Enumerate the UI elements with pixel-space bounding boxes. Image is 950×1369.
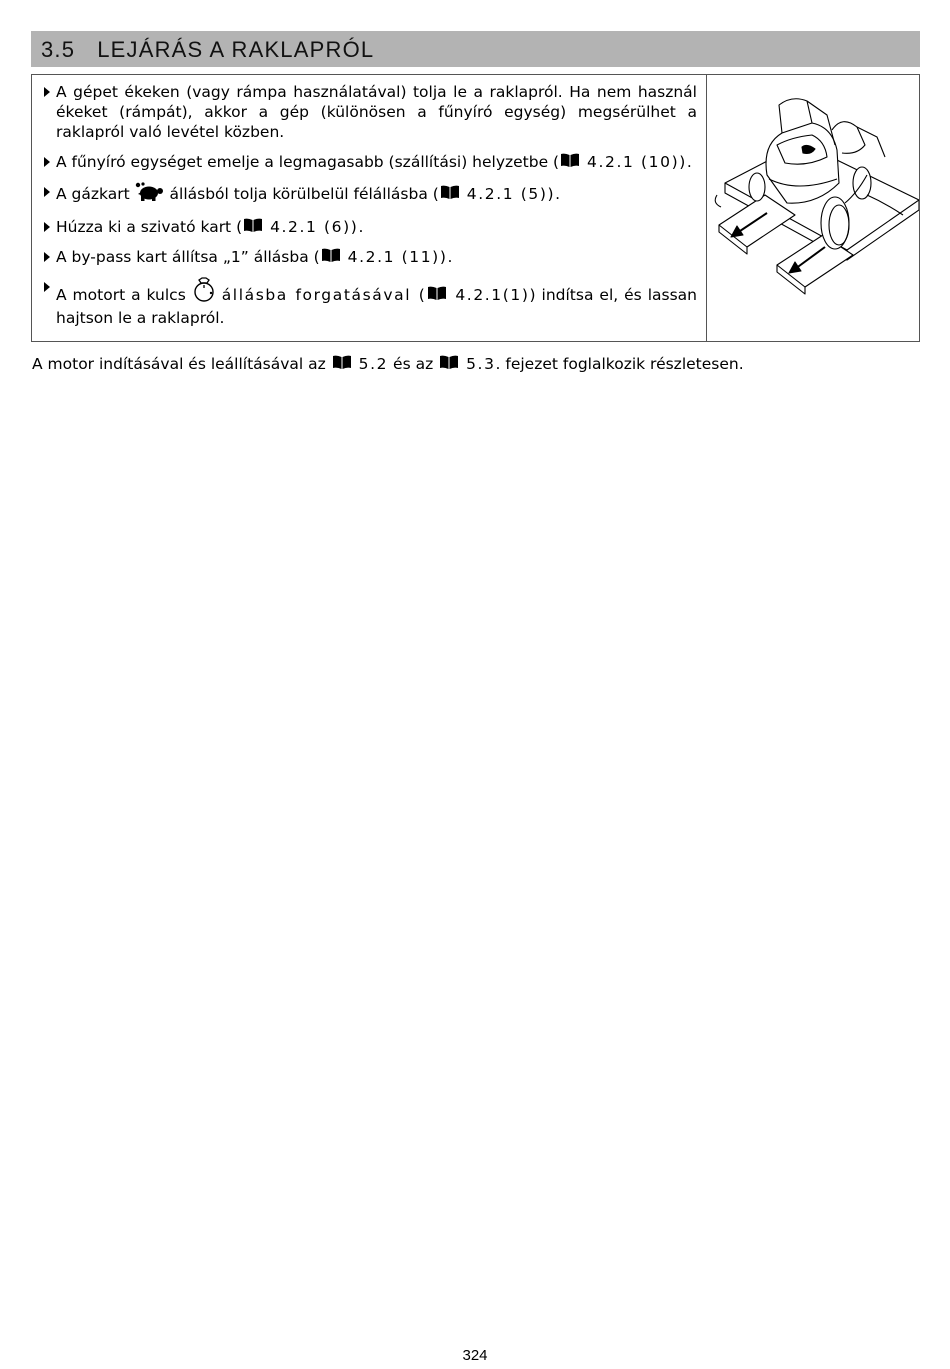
key-start-icon: [192, 277, 216, 308]
step-1: A gépet ékeken (vagy rámpa használatával) tolja le a raklapról. Ha nem használ ékeket (rámpát), akkor a gép (különösen a fűnyíró egység) megsérülhet a raklapról való levétel közben.: [40, 82, 697, 142]
ref-4-2-1-5: 4.2.1 (5): [466, 185, 548, 203]
step-6: A motort a kulcs állásba forgatásával ( 4.2.1(1)) indítsa el, és lassan hajtson le a raklapról.: [40, 277, 697, 328]
page-number: 324: [462, 1347, 488, 1364]
book-icon: [560, 153, 580, 168]
turtle-icon: [135, 182, 165, 207]
ref-4-2-1-1: 4.2.1(1): [455, 286, 530, 304]
instruction-list: [32, 75, 707, 341]
book-icon: [427, 286, 447, 301]
ref-4-2-1-10: 4.2.1 (10): [587, 153, 680, 171]
mower-ramp-illustration: [707, 75, 919, 341]
ref-4-2-1-11: 4.2.1 (11): [347, 248, 440, 266]
ref-4-2-1-6: 4.2.1 (6): [270, 218, 351, 236]
footer-note: A motor indításával és leállításával az 5.2 és az 5.3. fejezet foglalkozik részletesen.: [32, 355, 744, 373]
book-icon: [321, 248, 341, 263]
step-5: A by-pass kart állítsa „1” állásba ( 4.2.1 (11)).: [40, 247, 697, 267]
section-title: LEJÁRÁS A RAKLAPRÓL: [97, 37, 375, 62]
book-icon: [439, 355, 459, 370]
section-number: 3.5: [41, 37, 76, 62]
step-2: A fűnyíró egységet emelje a legmagasabb (szállítási) helyzetbe ( 4.2.1 (10)).: [40, 152, 697, 172]
instruction-box: [31, 74, 920, 342]
ref-5-2: 5.2: [358, 355, 389, 373]
book-icon: [440, 185, 460, 200]
step-3: A gázkart állásból tolja körülbelül félállásba ( 4.2.1 (5)).: [40, 182, 697, 207]
section-header: [31, 31, 920, 67]
ref-5-3: 5.3: [466, 355, 496, 373]
book-icon: [243, 218, 263, 233]
step-4: Húzza ki a szivató kart ( 4.2.1 (6)).: [40, 217, 697, 237]
book-icon: [332, 355, 352, 370]
